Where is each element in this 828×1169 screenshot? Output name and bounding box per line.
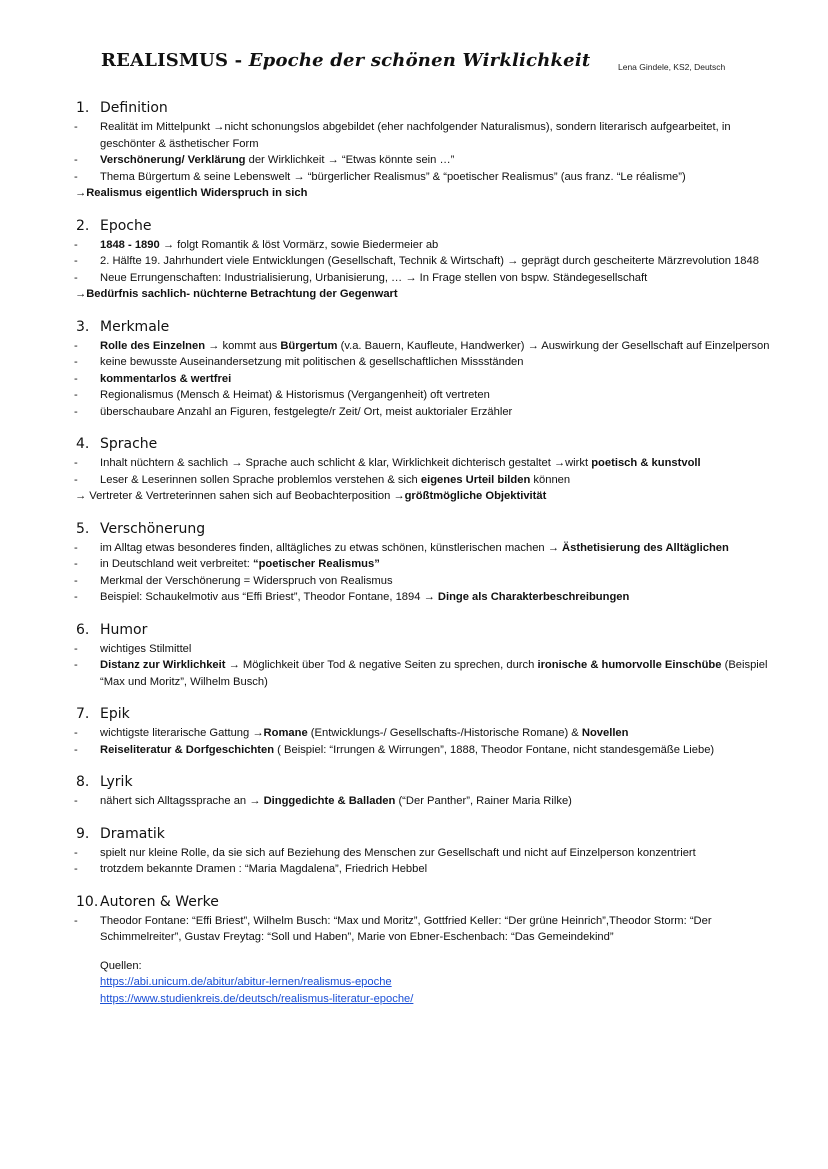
section-number: 1.: [76, 100, 90, 116]
text-run: Leser & Leserinnen sollen Sprache problemlos verstehen & sich: [100, 473, 421, 486]
text-run: (v.a. Bauern, Kaufleute, Handwerker) → Auswirkung der Gesellschaft auf Einzelperson: [337, 339, 770, 352]
bullet-dash: -: [74, 541, 78, 554]
section-conclusion: [60, 286, 770, 303]
section-heading: [60, 704, 770, 725]
section-heading: [60, 317, 770, 338]
text-run: trotzdem bekannte Dramen : “Maria Magdalena”, Friedrich Hebbel: [100, 863, 428, 875]
section-conclusion: [60, 488, 770, 505]
text-run: 2. Hälfte 19. Jahrhundert viele Entwicklungen (Gesellschaft, Technik & Wirtschaft) → geprägt durch gescheiterte Märzrevolution 1848: [100, 255, 759, 267]
text-run: im Alltag etwas besonderes finden, alltägliches zu etwas schönen, künstlerischen machen →: [100, 541, 563, 554]
list-item: [60, 540, 770, 557]
section-title: Dramatik: [100, 825, 165, 842]
bullet-dash: -: [74, 795, 78, 807]
list-item: [60, 354, 770, 371]
section-8: [60, 772, 770, 810]
bold-text: →Bedürfnis sachlich- nüchterne Betrachtung der Gegenwart: [75, 288, 398, 300]
bullet-dash: -: [74, 727, 78, 739]
text-run: (“Der Panther”, Rainer Maria Rilke): [395, 795, 572, 807]
list-item: [60, 169, 770, 186]
section-number: 10.: [76, 893, 99, 910]
list-item: [60, 589, 770, 606]
text-run: überschaubare Anzahl an Figuren, festgelegte/r Zeit/ Ort, meist auktorialer Erzähler: [100, 405, 513, 418]
list-item: [60, 455, 770, 472]
text-run: (Beispiel “Max und Moritz”, Wilhelm Busch): [100, 659, 768, 688]
section-title: Verschönerung: [100, 520, 206, 537]
section-number: 7.: [76, 706, 90, 722]
bold-text: poetisch & kunstvoll: [591, 457, 701, 469]
section-1: [60, 98, 770, 202]
list-item: [60, 556, 770, 573]
section-number: 4.: [76, 436, 90, 452]
text-run: (Entwicklungs-/ Gesellschafts-/Historische Romane) &: [307, 727, 582, 739]
text-run: Realität im Mittelpunkt →nicht schonungslos abgebildet (eher nachfolgender Naturalismus), sondern literarisch aufgearbeitet, in geschönter & ästhetischer Form: [100, 121, 731, 150]
text-run: Regionalismus (Mensch & Heimat) & Historismus (Vergangenheit) oft vertreten: [100, 389, 490, 401]
section-4: [60, 434, 770, 505]
section-7: [60, 704, 770, 758]
bold-text: 1848 - 1890: [100, 238, 160, 251]
page-title: [101, 50, 590, 71]
section-heading: [60, 216, 770, 237]
section-title: Humor: [100, 621, 148, 638]
section-conclusion: [60, 185, 770, 202]
text-run: Theodor Fontane: “Effi Briest”, Wilhelm Busch: “Max und Moritz”, Gottfried Keller: “Der grüne Heinrich”,Theodor Storm: “Der Schimmelreiter”, Gustav Freytag: “Soll und Haben”, Marie von Ebner-Eschenbach: “Das Gemeindekind”: [100, 914, 712, 943]
bullet-dash: -: [74, 659, 78, 671]
bullet-dash: -: [74, 457, 78, 469]
list-item: [60, 237, 770, 254]
list-item: [60, 270, 770, 287]
section-heading: [60, 892, 770, 913]
bold-text: kommentarlos & wertfrei: [100, 372, 232, 385]
list-item: [60, 657, 770, 690]
list-item: [60, 152, 770, 169]
text-run: → Vertreter & Vertreterinnen sahen sich auf Beobachterposition →: [75, 490, 405, 502]
bold-text: größtmögliche Objektivität: [404, 490, 547, 502]
section-heading: [60, 620, 770, 641]
list-item: [60, 793, 770, 810]
title-subtitle: Epoche der schönen Wirklichkeit: [248, 50, 591, 71]
section-2: [60, 216, 770, 303]
bold-text: Dinge als Charakterbeschreibungen: [437, 591, 630, 603]
bullet-dash: -: [74, 473, 78, 486]
text-run: wichtigste literarische Gattung →: [100, 727, 264, 739]
bullet-dash: -: [74, 271, 78, 284]
text-run: Merkmal der Verschönerung = Widerspruch von Realismus: [100, 574, 393, 587]
bold-text: Bürgertum: [280, 339, 338, 352]
bullet-dash: -: [74, 405, 78, 418]
section-heading: [60, 824, 770, 845]
bullet-dash: -: [74, 558, 78, 570]
source-link[interactable]: https://abi.unicum.de/abitur/abitur-lernen/realismus-epoche: [100, 976, 392, 988]
bullet-dash: -: [74, 170, 78, 183]
bullet-dash: -: [74, 846, 78, 859]
list-item: [60, 742, 770, 759]
text-run: ( Beispiel: “Irrungen & Wirrungen”, 1888, Theodor Fontane, nicht standesgemäße Liebe): [274, 743, 715, 756]
section-title: Epik: [100, 706, 130, 722]
section-heading: [60, 98, 770, 119]
list-item: [60, 845, 770, 862]
text-run: Neue Errungenschaften: Industrialisierung, Urbanisierung, … → In Frage stellen von bspw. Ständegesellschaft: [100, 271, 648, 284]
list-item: [60, 253, 770, 270]
list-item: [60, 913, 770, 946]
bold-text: Dinggedichte & Balladen: [263, 795, 396, 807]
list-item: [60, 338, 770, 355]
list-item: [60, 573, 770, 590]
section-number: 5.: [76, 520, 90, 537]
bullet-dash: -: [74, 642, 78, 655]
text-run: keine bewusste Auseinandersetzung mit politischen & gesellschaftlichen Missständen: [100, 356, 524, 368]
text-run: Inhalt nüchtern & sachlich → Sprache auch schlicht & klar, Wirklichkeit dichterisch gestaltet →wirkt: [100, 457, 592, 469]
list-item: [60, 404, 770, 421]
section-title: Lyrik: [100, 774, 133, 790]
list-item: [60, 119, 770, 152]
text-run: in Deutschland weit verbreitet:: [100, 558, 253, 570]
text-run: Beispiel: Schaukelmotiv aus “Effi Briest”, Theodor Fontane, 1894 →: [100, 591, 438, 603]
text-run: der Wirklichkeit → “Etwas könnte sein …”: [245, 154, 455, 166]
text-run: Thema Bürgertum & seine Lebenswelt → “bürgerlicher Realismus” & “poetischer Realismus” (aus franz. “Le réalisme”): [100, 170, 686, 183]
list-item: [60, 641, 770, 658]
sources-label: Quellen:: [100, 959, 142, 972]
section-title: Epoche: [100, 217, 152, 234]
bold-text: “poetischer Realismus”: [252, 558, 380, 570]
text-run: spielt nur kleine Rolle, da sie sich auf Beziehung des Menschen zur Gesellschaft und nicht auf Einzelperson konzentriert: [100, 846, 696, 859]
section-10: [60, 892, 770, 946]
section-9: [60, 824, 770, 878]
section-heading: [60, 519, 770, 540]
source-link[interactable]: https://www.studienkreis.de/deutsch/realismus-literatur-epoche/: [100, 992, 414, 1005]
bullet-dash: -: [74, 574, 78, 587]
text-run: können: [530, 473, 571, 486]
section-title: Sprache: [100, 436, 158, 452]
bold-text: eigenes Urteil bilden: [420, 473, 531, 486]
bullet-dash: -: [74, 863, 78, 875]
author-info: Lena Gindele, KS2, Deutsch: [618, 62, 726, 72]
section-3: [60, 317, 770, 421]
section-title: Autoren & Werke: [100, 893, 219, 910]
bullet-dash: -: [74, 356, 78, 368]
bold-text: Verschönerung/ Verklärung: [100, 154, 246, 166]
text-run: → kommt aus: [205, 339, 281, 352]
bullet-dash: -: [74, 914, 78, 927]
list-item: [60, 387, 770, 404]
section-number: 6.: [76, 621, 90, 638]
section-number: 8.: [76, 774, 90, 790]
bullet-dash: -: [74, 591, 78, 603]
text-run: wichtiges Stilmittel: [100, 642, 192, 655]
bullet-dash: -: [74, 372, 78, 385]
sources-block: [60, 958, 770, 1008]
section-heading: [60, 772, 770, 793]
section-number: 9.: [76, 825, 90, 842]
bullet-dash: -: [74, 743, 78, 756]
section-6: [60, 620, 770, 691]
bullet-dash: -: [74, 121, 78, 133]
document-content: [60, 98, 770, 1007]
list-item: [60, 472, 770, 489]
text-run: → folgt Romantik & löst Vormärz, sowie Biedermeier ab: [159, 238, 439, 251]
list-item: [60, 371, 770, 388]
section-title: Definition: [100, 100, 168, 116]
title-main: REALISMUS -: [101, 50, 243, 71]
bullet-dash: -: [74, 255, 78, 267]
bold-text: ironische & humorvolle Einschübe: [537, 659, 722, 671]
bold-text: Romane: [263, 727, 308, 739]
section-number: 2.: [76, 217, 90, 234]
section-title: Merkmale: [100, 318, 170, 335]
bullet-dash: -: [74, 154, 78, 166]
text-run: → Möglichkeit über Tod & negative Seiten zu sprechen, durch: [225, 659, 538, 671]
list-item: [60, 725, 770, 742]
bullet-dash: -: [74, 389, 78, 401]
bullet-dash: -: [74, 238, 78, 251]
bold-text: Rolle des Einzelnen: [100, 339, 206, 352]
bold-text: →Realismus eigentlich Widerspruch in sich: [75, 187, 308, 199]
section-heading: [60, 434, 770, 455]
bold-text: Novellen: [581, 727, 629, 739]
bold-text: Reiseliteratur & Dorfgeschichten: [100, 743, 275, 756]
bullet-dash: -: [74, 339, 78, 352]
section-5: [60, 519, 770, 606]
bold-text: Distanz zur Wirklichkeit: [100, 659, 226, 671]
section-number: 3.: [76, 318, 90, 335]
bold-text: Ästhetisierung des Alltäglichen: [562, 541, 729, 554]
list-item: [60, 861, 770, 878]
text-run: nähert sich Alltagssprache an →: [100, 795, 264, 807]
